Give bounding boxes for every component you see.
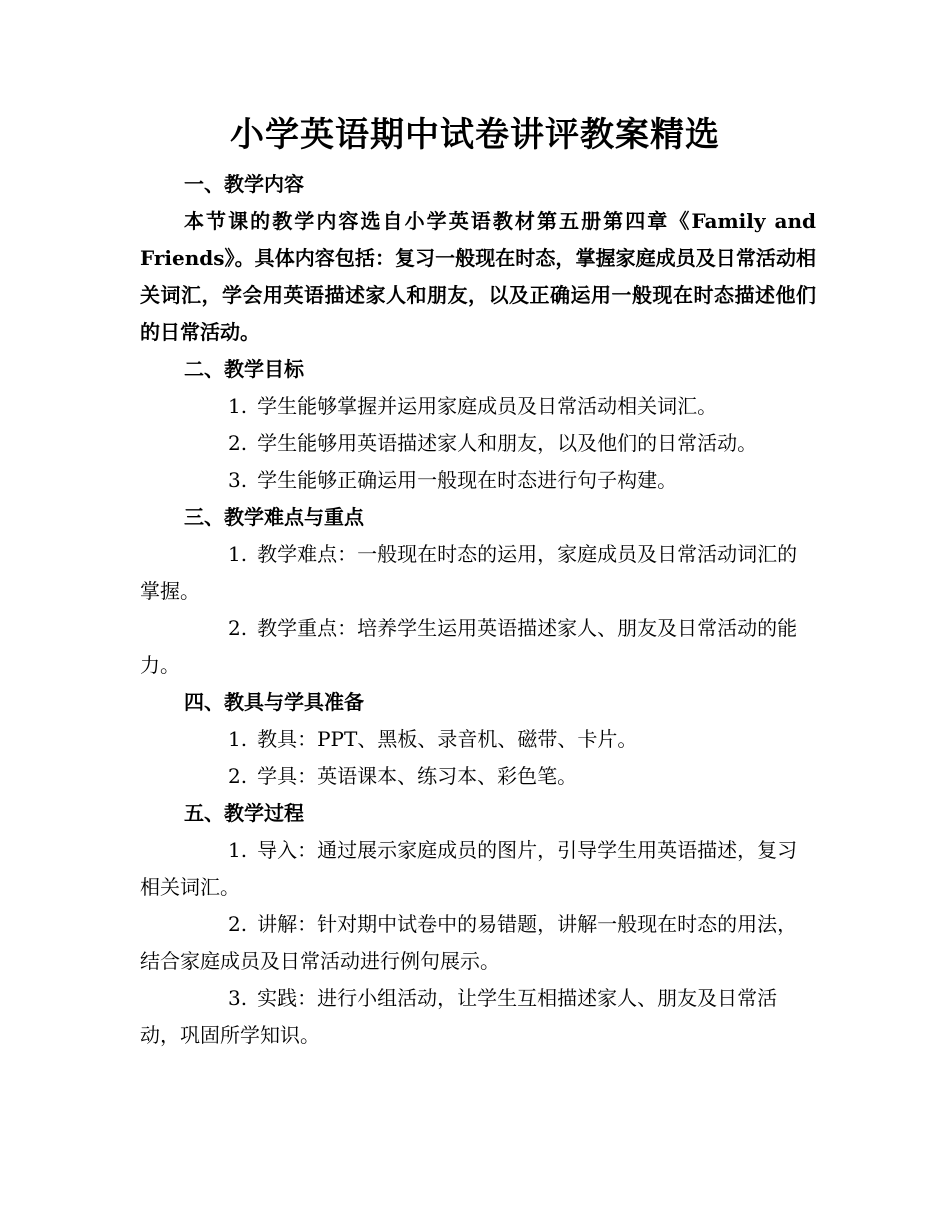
list-item [140, 721, 816, 758]
list-item-number: 1. [228, 727, 248, 751]
list-item [140, 425, 816, 462]
list-item [140, 832, 816, 906]
list-item [140, 610, 816, 684]
document-title: 小学英语期中试卷讲评教案精选 [230, 115, 720, 155]
list-item-number: 1. [228, 542, 248, 566]
list-item-number: 2. [228, 912, 248, 936]
section-teaching-goals [140, 351, 816, 499]
list-item-text: 导入：通过展示家庭成员的图片，引导学生用英语描述，复习相关词汇。 [140, 838, 798, 899]
section-heading: 四、教具与学具准备 [184, 690, 364, 714]
list-item [140, 980, 816, 1054]
list-item-number: 2. [228, 431, 248, 455]
list-item-text: 教具：PPT、黑板、录音机、磁带、卡片。 [257, 727, 638, 751]
list-item-text: 教学重点：培养学生运用英语描述家人、朋友及日常活动的能力。 [140, 616, 798, 677]
list-item [140, 388, 816, 425]
list-item-text: 实践：进行小组活动，让学生互相描述家人、朋友及日常活动，巩固所学知识。 [140, 986, 778, 1047]
list-item-text: 学生能够用英语描述家人和朋友，以及他们的日常活动。 [257, 431, 758, 455]
section-heading: 五、教学过程 [184, 801, 304, 825]
section-teaching-aids [140, 684, 816, 795]
list-item-text: 学生能够正确运用一般现在时态进行句子构建。 [257, 468, 678, 492]
list-item-number: 1. [228, 394, 248, 418]
section-teaching-content [140, 166, 816, 351]
list-item-number: 2. [228, 616, 248, 640]
list-item-number: 2. [228, 764, 248, 788]
section-heading: 三、教学难点与重点 [184, 505, 364, 529]
section-difficulties-and-focus [140, 499, 816, 684]
list-item-number: 3. [228, 986, 248, 1010]
list-item-text: 学生能够掌握并运用家庭成员及日常活动相关词汇。 [257, 394, 718, 418]
list-item [140, 462, 816, 499]
list-item [140, 906, 816, 980]
list-item-text: 学具：英语课本、练习本、彩色笔。 [257, 764, 578, 788]
list-item [140, 536, 816, 610]
document-body [140, 166, 816, 1054]
section-heading: 二、教学目标 [184, 357, 304, 381]
section-paragraph: 本节课的教学内容选自小学英语教材第五册第四章《Family and Friends》。具体内容包括：复习一般现在时态，掌握家庭成员及日常活动相关词汇，学会用英语描述家人和朋友，以及正确运用一般现在时态描述他们的日常活动。 [140, 209, 816, 344]
section-heading: 一、教学内容 [184, 172, 304, 196]
list-item-number: 1. [228, 838, 248, 862]
list-item-text: 讲解：针对期中试卷中的易错题，讲解一般现在时态的用法，结合家庭成员及日常活动进行例句展示。 [140, 912, 798, 973]
section-teaching-process [140, 795, 816, 1054]
list-item-number: 3. [228, 468, 248, 492]
list-item-text: 教学难点：一般现在时态的运用，家庭成员及日常活动词汇的掌握。 [140, 542, 798, 603]
list-item [140, 758, 816, 795]
